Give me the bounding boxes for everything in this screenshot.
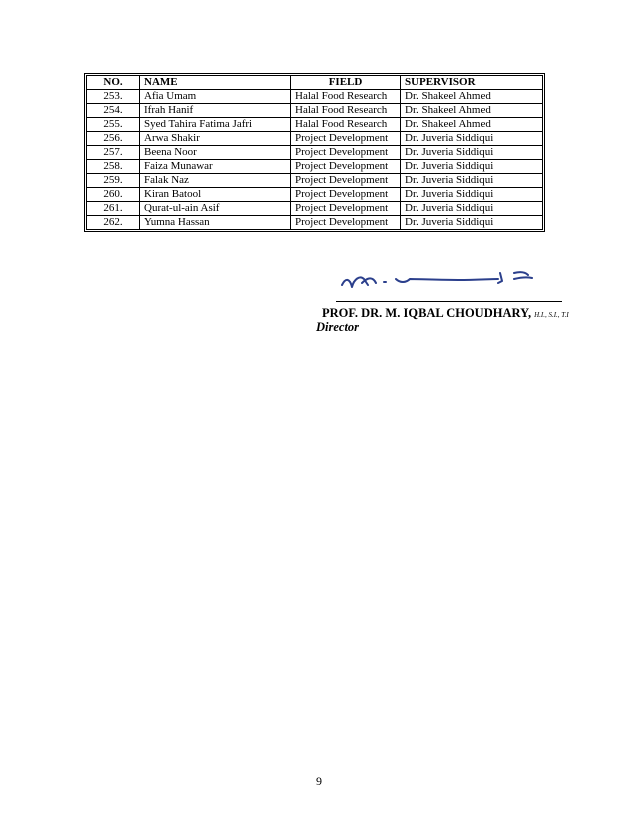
- header-field: FIELD: [291, 76, 401, 90]
- cell-name: Yumna Hassan: [140, 216, 291, 230]
- cell-no: 257.: [87, 146, 140, 160]
- cell-supervisor: Dr. Juveria Siddiqui: [401, 174, 543, 188]
- header-supervisor: SUPERVISOR: [401, 76, 543, 90]
- cell-field: Project Development: [291, 174, 401, 188]
- table-row: [87, 104, 543, 118]
- student-table-frame: [84, 73, 545, 232]
- cell-no: 262.: [87, 216, 140, 230]
- cell-name: Arwa Shakir: [140, 132, 291, 146]
- header-no: NO.: [87, 76, 140, 90]
- table-header-row: [87, 76, 543, 90]
- cell-no: 260.: [87, 188, 140, 202]
- director-honours: H.I., S.I., T.I: [534, 311, 569, 319]
- table-row: [87, 174, 543, 188]
- cell-name: Faiza Munawar: [140, 160, 291, 174]
- director-name: [322, 306, 569, 321]
- director-signature: [338, 265, 538, 297]
- page-number: 9: [316, 774, 322, 788]
- cell-supervisor: Dr. Juveria Siddiqui: [401, 160, 543, 174]
- table-row: [87, 160, 543, 174]
- cell-field: Halal Food Research: [291, 90, 401, 104]
- header-name: NAME: [140, 76, 291, 90]
- signature-line: [336, 301, 562, 302]
- cell-field: Halal Food Research: [291, 118, 401, 132]
- cell-no: 253.: [87, 90, 140, 104]
- cell-no: 256.: [87, 132, 140, 146]
- cell-no: 259.: [87, 174, 140, 188]
- table-row: [87, 90, 543, 104]
- cell-field: Project Development: [291, 216, 401, 230]
- cell-name: Afia Umam: [140, 90, 291, 104]
- cell-field: Project Development: [291, 188, 401, 202]
- cell-field: Project Development: [291, 202, 401, 216]
- cell-supervisor: Dr. Juveria Siddiqui: [401, 132, 543, 146]
- cell-name: Beena Noor: [140, 146, 291, 160]
- cell-supervisor: Dr. Shakeel Ahmed: [401, 118, 543, 132]
- cell-supervisor: Dr. Juveria Siddiqui: [401, 202, 543, 216]
- cell-no: 254.: [87, 104, 140, 118]
- student-table: [86, 75, 543, 230]
- cell-name: Syed Tahira Fatima Jafri: [140, 118, 291, 132]
- cell-field: Project Development: [291, 160, 401, 174]
- cell-name: Kiran Batool: [140, 188, 291, 202]
- director-title: Director: [316, 320, 360, 334]
- cell-supervisor: Dr. Shakeel Ahmed: [401, 90, 543, 104]
- cell-supervisor: Dr. Juveria Siddiqui: [401, 216, 543, 230]
- cell-name: Qurat-ul-ain Asif: [140, 202, 291, 216]
- table-row: [87, 202, 543, 216]
- cell-name: Falak Naz: [140, 174, 291, 188]
- cell-supervisor: Dr. Juveria Siddiqui: [401, 146, 543, 160]
- cell-no: 261.: [87, 202, 140, 216]
- cell-no: 258.: [87, 160, 140, 174]
- cell-field: Project Development: [291, 146, 401, 160]
- table-row: [87, 216, 543, 230]
- table-row: [87, 132, 543, 146]
- table-body: [87, 90, 543, 230]
- cell-field: Halal Food Research: [291, 104, 401, 118]
- cell-supervisor: Dr. Juveria Siddiqui: [401, 188, 543, 202]
- cell-field: Project Development: [291, 132, 401, 146]
- cell-no: 255.: [87, 118, 140, 132]
- director-name-text: PROF. DR. M. IQBAL CHOUDHARY: [322, 306, 528, 320]
- table-row: [87, 146, 543, 160]
- director-honours-comma: ,: [527, 306, 532, 320]
- cell-supervisor: Dr. Shakeel Ahmed: [401, 104, 543, 118]
- table-row: [87, 118, 543, 132]
- signature-stroke: [342, 272, 532, 287]
- table-row: [87, 188, 543, 202]
- cell-name: Ifrah Hanif: [140, 104, 291, 118]
